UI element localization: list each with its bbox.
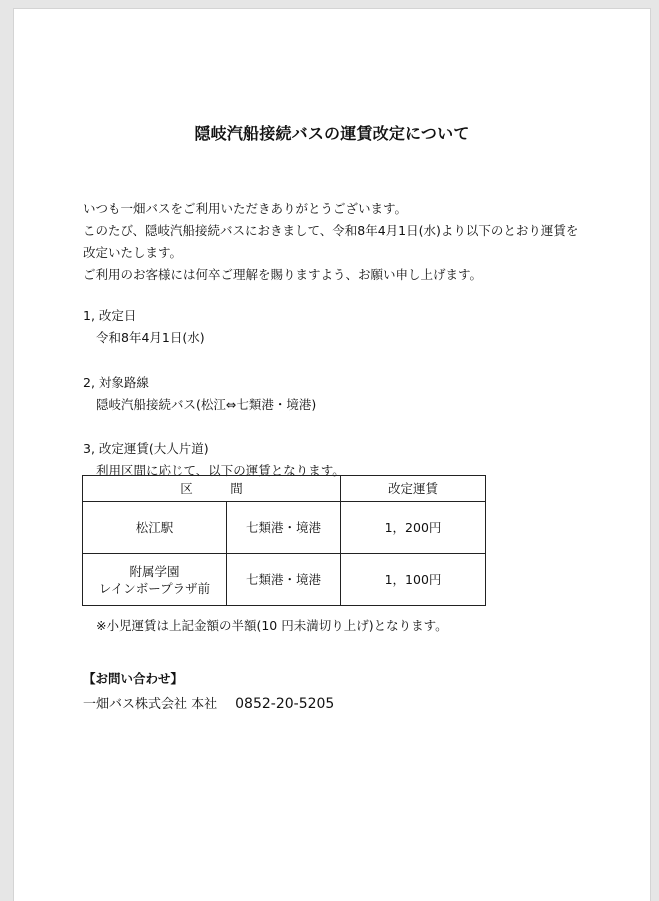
section3-heading: 3, 改定運賃(大人片道) bbox=[83, 441, 209, 456]
row2-from-line1: 附属学園 bbox=[129, 563, 180, 579]
header-fare: 改定運賃 bbox=[341, 476, 486, 502]
contact-company: 一畑バス株式会社 本社 bbox=[83, 697, 218, 712]
contact-info bbox=[83, 693, 334, 712]
table-header-row bbox=[83, 476, 486, 502]
row1-to: 七類港・境港 bbox=[227, 502, 341, 554]
child-fare-note: ※小児運賃は上記金額の半額(10 円未満切り上げ)となります。 bbox=[96, 618, 448, 633]
row2-from-line2: レインボープラザ前 bbox=[98, 580, 211, 596]
section3-body: 利用区間に応じて、以下の運賃となります。 bbox=[96, 463, 345, 478]
intro-line-3: 改定いたします。 bbox=[83, 245, 183, 260]
section1-heading: 1, 改定日 bbox=[83, 308, 137, 323]
row1-from: 松江駅 bbox=[83, 502, 227, 554]
table-row bbox=[83, 502, 486, 554]
contact-heading: 【お問い合わせ】 bbox=[83, 671, 184, 686]
intro-line-4: ご利用のお客様には何卒ご理解を賜りますよう、お願い申し上げます。 bbox=[83, 267, 483, 282]
row2-fare: 1，100円 bbox=[341, 554, 486, 606]
intro-line-1: いつも一畑バスをご利用いただきありがとうございます。 bbox=[83, 201, 408, 216]
section2-heading: 2, 対象路線 bbox=[83, 375, 149, 390]
row2-from bbox=[83, 554, 227, 606]
document-title: 隠岐汽船接続バスの運賃改定について bbox=[194, 124, 470, 143]
header-section: 区 間 bbox=[83, 476, 341, 502]
contact-phone: 0852-20-5205 bbox=[235, 696, 335, 712]
document-page bbox=[14, 9, 650, 901]
fare-table bbox=[82, 475, 486, 606]
row2-to: 七類港・境港 bbox=[227, 554, 341, 606]
table-row bbox=[83, 554, 486, 606]
intro-line-2: このたび、隠岐汽船接続バスにおきまして、令和8年4月1日(水)より以下のとおり運賃を bbox=[83, 223, 579, 238]
row1-fare: 1，200円 bbox=[341, 502, 486, 554]
section1-body: 令和8年4月1日(水) bbox=[96, 330, 205, 345]
section2-body: 隠岐汽船接続バス(松江⇔七類港・境港) bbox=[96, 397, 317, 412]
